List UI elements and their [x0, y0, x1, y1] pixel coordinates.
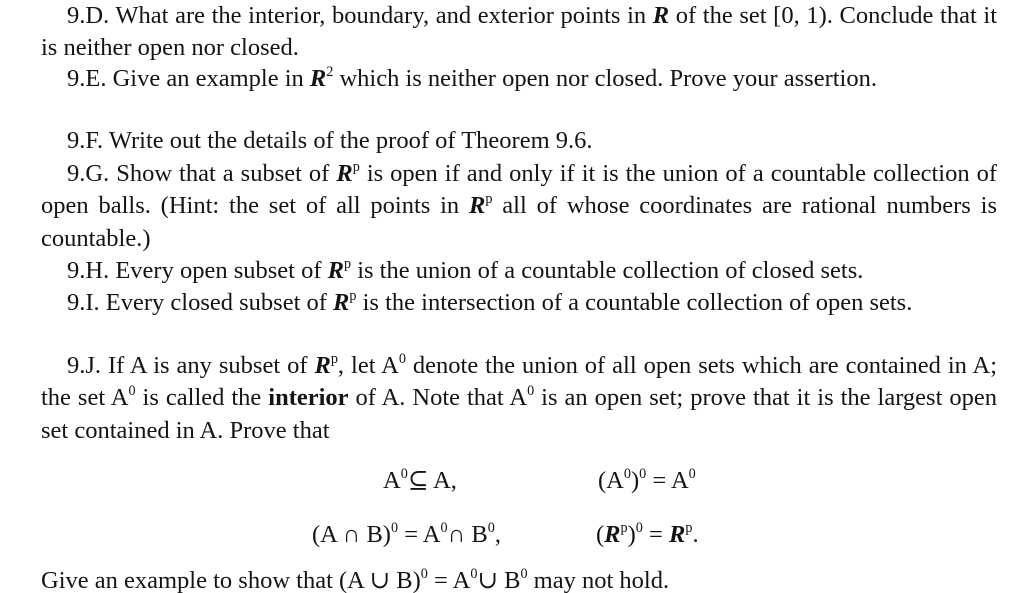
text-run: of A. Note that A — [348, 384, 528, 412]
text-run: Every closed subset of — [99, 289, 334, 316]
exercise-9i — [41, 287, 997, 319]
text-run: (A — [598, 467, 624, 494]
closing-sentence — [41, 565, 669, 593]
exercise-number: 9.F. — [67, 127, 104, 154]
superscript: p — [349, 287, 357, 304]
exercise-number: 9.H. — [67, 257, 110, 284]
exercise-text — [41, 2, 997, 61]
superscript: 0 — [128, 383, 136, 400]
exercise-number: 9.I. — [67, 289, 100, 316]
superscript: 2 — [326, 63, 334, 80]
text-run: is called the — [135, 384, 269, 412]
text-run: , let A — [337, 352, 399, 379]
text-run: is open if and only if it is the union of a countable collection of open balls. (Hint: the set of all points in — [41, 160, 997, 220]
text-run: Every open subset of — [109, 257, 328, 284]
text-run: = A — [646, 467, 689, 494]
exercise-text — [41, 352, 997, 444]
text-run: Give an example in — [106, 65, 310, 92]
superscript: 0 — [470, 565, 478, 582]
superscript: 0 — [635, 519, 643, 536]
blackboard-bold-symbol: R — [469, 192, 486, 220]
superscript: p — [343, 255, 352, 272]
superscript: p — [685, 519, 693, 536]
blackboard-bold-symbol: R — [309, 65, 327, 92]
text-run: Write out the details of the proof of Theorem 9.6. — [103, 127, 593, 154]
text-run: If A is any subset of — [101, 352, 315, 379]
superscript: 0 — [527, 383, 535, 400]
superscript: p — [330, 350, 338, 367]
text-run: , — [494, 521, 501, 548]
text-run: may not hold. — [527, 567, 670, 593]
text-run: = A — [427, 567, 471, 593]
blackboard-bold-symbol: R — [668, 521, 686, 548]
text-run: = A — [398, 521, 441, 548]
text-run: of the set [0, 1). Conclude that it is neither open nor closed. — [41, 2, 997, 62]
superscript: 0 — [520, 565, 528, 582]
blackboard-bold-symbol: R — [333, 289, 350, 316]
blackboard-bold-symbol: R — [652, 2, 670, 29]
text-run: all of whose coordinates are rational numbers is countable.) — [41, 192, 997, 252]
exercise-text — [103, 127, 592, 154]
exercise-text — [100, 289, 913, 316]
text-run: Show that a subset of — [109, 160, 337, 187]
superscript: 0 — [440, 519, 448, 536]
exercise-number: 9.E. — [67, 65, 107, 92]
exercise-text — [109, 257, 863, 284]
superscript: 0 — [400, 465, 408, 482]
text-run: ∪ B — [477, 567, 521, 593]
exercise-text — [41, 160, 997, 252]
text-run: (A ∩ B) — [312, 521, 391, 548]
superscript: 0 — [390, 519, 399, 536]
superscript: 0 — [623, 465, 631, 482]
formula-interior-whole-space — [596, 520, 699, 550]
exercise-number: 9.D. — [67, 2, 110, 29]
blackboard-bold-symbol: R — [314, 352, 331, 379]
text-run: ∩ B — [447, 521, 488, 548]
blackboard-bold-symbol: R — [327, 257, 344, 284]
exercise-9d — [41, 0, 997, 65]
text-run: A — [383, 467, 401, 494]
blackboard-bold-symbol: R — [336, 160, 353, 187]
text-run: is the union of a countable collection of closed sets. — [351, 257, 864, 284]
superscript: p — [620, 519, 628, 536]
text-run: What are the interior, boundary, and exterior points in — [109, 2, 653, 29]
text-run: which is neither open nor closed. Prove your assertion. — [333, 65, 877, 92]
superscript: 0 — [487, 519, 495, 536]
formula-interior-intersection — [312, 520, 501, 550]
text-run: ( — [596, 521, 605, 548]
superscript: p — [352, 158, 360, 175]
text-run: . — [692, 521, 699, 548]
formula-interior-subset — [383, 466, 457, 496]
exercise-number: 9.G. — [67, 160, 110, 187]
superscript: 0 — [420, 565, 428, 582]
exercise-number: 9.J. — [67, 352, 102, 379]
text-run: denote the union of all open sets which are contained in A; the set A — [41, 352, 997, 412]
text-run: Give an example to show that (A ∪ B) — [41, 567, 421, 593]
text-run: = — [642, 521, 669, 548]
superscript: 0 — [688, 465, 696, 482]
blackboard-bold-symbol: R — [604, 521, 621, 548]
exercise-9f — [41, 125, 997, 157]
emphasized-term: interior — [268, 384, 349, 412]
formula-interior-idempotent — [598, 466, 696, 496]
exercise-9g — [41, 158, 997, 255]
text-run: ⊆ A, — [407, 467, 457, 494]
text-run: is an open set; prove that it is the largest open set contained in A. Prove that — [41, 384, 997, 444]
superscript: p — [485, 191, 493, 208]
superscript: 0 — [398, 350, 406, 367]
superscript: 0 — [639, 465, 647, 482]
exercise-9e — [41, 63, 997, 95]
text-run: is the intersection of a countable collection of open sets. — [356, 289, 913, 316]
exercise-text — [106, 65, 877, 92]
exercise-9h — [41, 255, 997, 287]
exercise-9j — [41, 350, 997, 447]
text-run: ) — [630, 467, 640, 494]
text-run: ) — [627, 521, 636, 548]
